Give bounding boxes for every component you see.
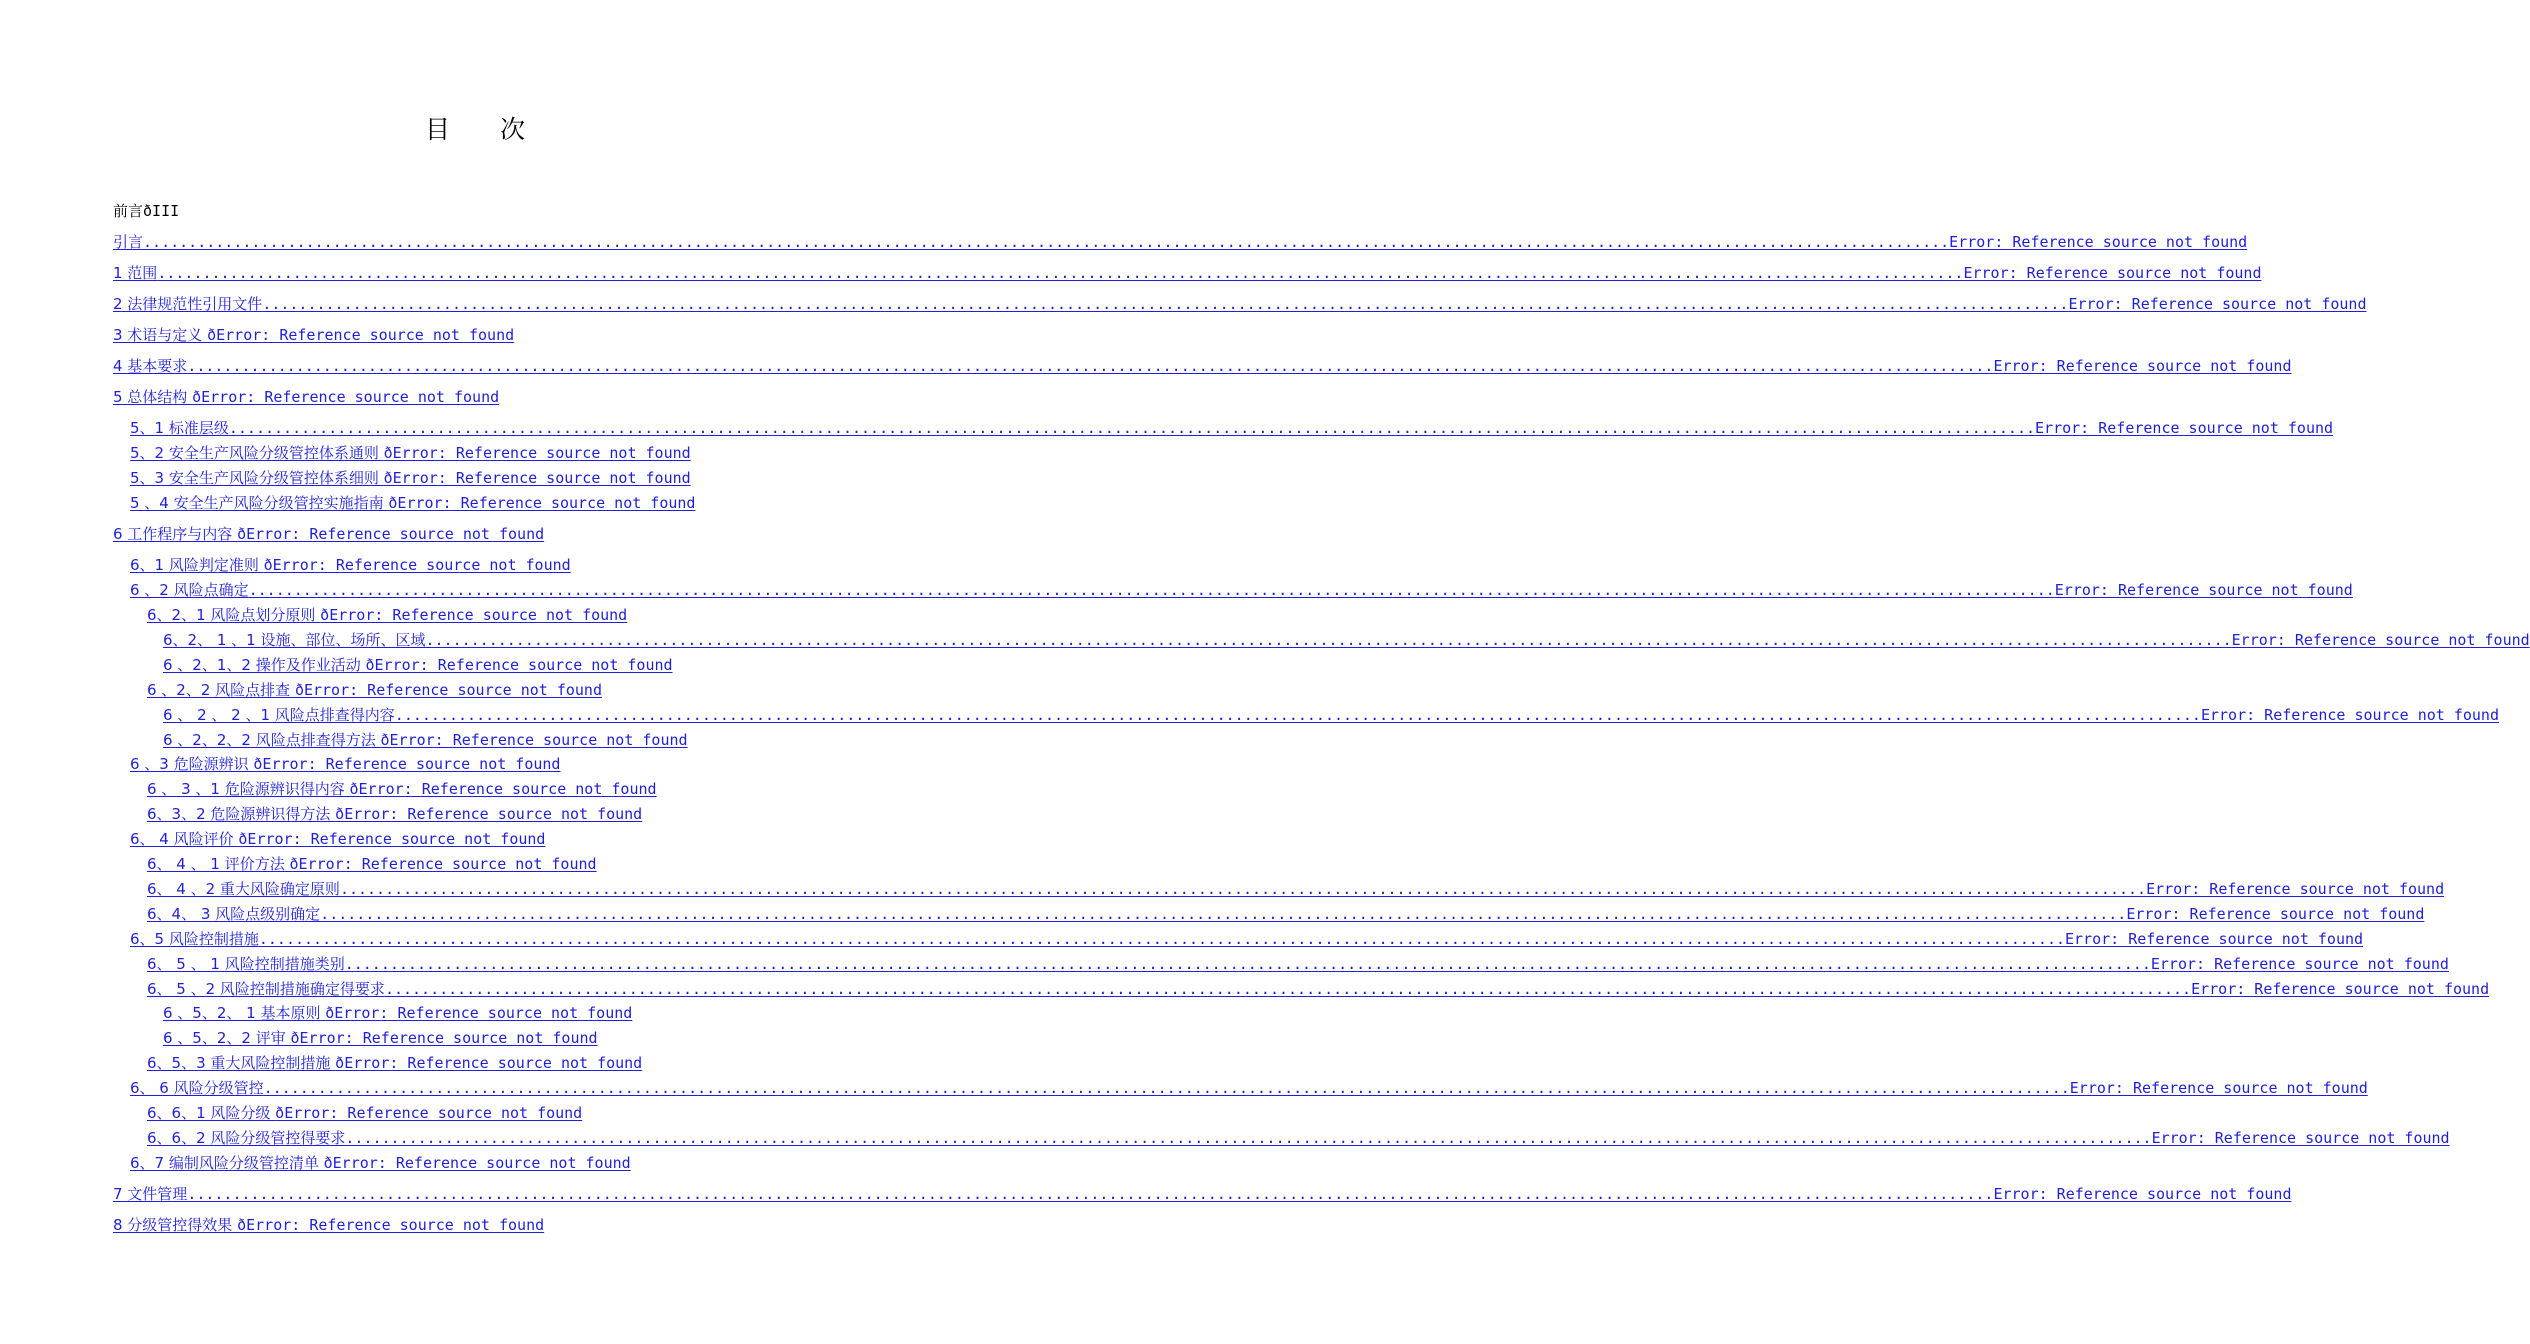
page-title: 目 次 bbox=[424, 115, 525, 144]
toc-leader-dots: ........................................................................................................................................................................................................ bbox=[320, 905, 2127, 923]
toc-entry[interactable] bbox=[130, 417, 2334, 439]
toc-entry[interactable] bbox=[147, 1102, 582, 1124]
toc-entry-page-ref: Error: Reference source not found bbox=[2054, 581, 2353, 599]
toc-entry-page-ref: Error: Reference source not found bbox=[2069, 1079, 2368, 1097]
toc-entry[interactable] bbox=[147, 978, 2490, 1000]
toc-leader-dots: ........................................................................................................................................................................................................ bbox=[384, 980, 2192, 998]
toc-entry-page-ref: ðError: Reference source not found bbox=[388, 494, 696, 512]
toc-leader-dots: ........................................................................................................................................................................................................ bbox=[394, 706, 2201, 724]
toc-entry[interactable] bbox=[147, 679, 602, 701]
toc-entry-label: 6、3、2 危险源辨识得方法 bbox=[147, 805, 336, 823]
toc-leader-dots: ........................................................................................................................................................................................................ bbox=[425, 631, 2232, 649]
toc-entry-label: 5 总体结构 bbox=[113, 388, 193, 406]
toc-entry[interactable] bbox=[113, 523, 544, 545]
toc-entry-page-ref: Error: Reference source not found bbox=[2151, 1129, 2450, 1147]
toc-entry-page-ref: ðError: Reference source not found bbox=[383, 469, 691, 487]
toc-entry-page-ref: ðError: Reference source not found bbox=[380, 731, 688, 749]
toc-leader-dots: ........................................................................................................................................................................................................ bbox=[157, 264, 1964, 282]
toc-entry[interactable] bbox=[113, 355, 2292, 377]
toc-entry[interactable] bbox=[147, 878, 2445, 900]
toc-entry[interactable] bbox=[147, 778, 657, 800]
toc-entry-page-ref: ðError: Reference source not found bbox=[289, 855, 597, 873]
toc-entry-page-ref: ðError: Reference source not found bbox=[294, 681, 602, 699]
toc-entry[interactable] bbox=[113, 262, 2262, 284]
toc-entry[interactable] bbox=[130, 828, 545, 850]
toc-entry-page-ref: ðError: Reference source not found bbox=[325, 1004, 633, 1022]
toc-leader-dots: ........................................................................................................................................................................................................ bbox=[345, 1129, 2152, 1147]
toc-entry-label: 6、6、2 风险分级管控得要求 bbox=[147, 1129, 346, 1147]
toc-entry[interactable] bbox=[113, 231, 2248, 253]
toc-entry-page-ref: Error: Reference source not found bbox=[2150, 955, 2449, 973]
toc-entry-page-ref: ðError: Reference source not found bbox=[237, 525, 545, 543]
toc-entry-page-ref: Error: Reference source not found bbox=[2191, 980, 2490, 998]
toc-entry[interactable] bbox=[147, 604, 627, 626]
toc-entry[interactable] bbox=[163, 629, 2530, 651]
toc-entry-label: 6 工作程序与内容 bbox=[113, 525, 238, 543]
toc-leader-dots: ........................................................................................................................................................................................................ bbox=[262, 295, 2069, 313]
toc-entry-page-ref: Error: Reference source not found bbox=[2146, 880, 2445, 898]
toc-entry[interactable] bbox=[147, 903, 2425, 925]
toc-leader-dots: ........................................................................................................................................................................................................ bbox=[187, 357, 1994, 375]
toc-entry-page-ref: ðError: Reference source not found bbox=[349, 780, 657, 798]
toc-entry-label: 5、2 安全生产风险分级管控体系通则 bbox=[130, 444, 384, 462]
toc-entry-label: 6、 5 、 1 风险控制措施类别 bbox=[147, 955, 345, 973]
toc-entry-label: 6、 4 、 1 评价方法 bbox=[147, 855, 290, 873]
toc-entry-page-ref: Error: Reference source not found bbox=[2065, 930, 2364, 948]
toc-entry[interactable] bbox=[113, 386, 499, 408]
toc-entry-label: 1 范围 bbox=[113, 264, 158, 282]
toc-entry-label: 6、 6 风险分级管控 bbox=[130, 1079, 264, 1097]
toc-entry[interactable] bbox=[163, 729, 688, 751]
toc-entry[interactable] bbox=[130, 554, 571, 576]
toc-entry-page-ref: ðError: Reference source not found bbox=[320, 606, 628, 624]
toc-entry[interactable] bbox=[147, 803, 642, 825]
toc-entry-label: 6 、 3 、1 危险源辨识得内容 bbox=[147, 780, 350, 798]
toc-entry-label: 7 文件管理 bbox=[113, 1185, 188, 1203]
toc-entry[interactable] bbox=[130, 928, 2364, 950]
toc-entry-label: 6、4、 3 风险点级别确定 bbox=[147, 905, 321, 923]
toc-entry-page-ref: Error: Reference source not found bbox=[2068, 295, 2367, 313]
toc-entry-label: 6 、2、2 风险点排查 bbox=[147, 681, 295, 699]
toc-entry bbox=[113, 200, 179, 222]
toc-entry[interactable] bbox=[163, 654, 673, 676]
toc-entry-page-ref: ðIII bbox=[143, 202, 180, 220]
toc-entry-label: 5 、4 安全生产风险分级管控实施指南 bbox=[130, 494, 389, 512]
toc-entry[interactable] bbox=[163, 1027, 598, 1049]
toc-entry-label: 6 、3 危险源辨识 bbox=[130, 755, 254, 773]
toc-entry-label: 6、 5 、2 风险控制措施确定得要求 bbox=[147, 980, 385, 998]
toc-entry[interactable] bbox=[130, 467, 691, 489]
toc-entry-label: 6、5 风险控制措施 bbox=[130, 930, 259, 948]
toc-entry[interactable] bbox=[113, 1214, 544, 1236]
toc-entry-page-ref: ðError: Reference source not found bbox=[290, 1029, 598, 1047]
toc-entry-label: 6 、2、2、2 风险点排查得方法 bbox=[163, 731, 381, 749]
toc-leader-dots: ........................................................................................................................................................................................................ bbox=[258, 930, 2066, 948]
toc-entry-label: 6 、5、2、 1 基本原则 bbox=[163, 1004, 326, 1022]
toc-leader-dots: ........................................................................................................................................................................................................ bbox=[263, 1079, 2070, 1097]
toc-entry-page-ref: ðError: Reference source not found bbox=[192, 388, 500, 406]
toc-entry[interactable] bbox=[147, 853, 597, 875]
toc-entry-label: 6、 4 风险评价 bbox=[130, 830, 239, 848]
toc-entry-label: 前言 bbox=[113, 202, 144, 220]
toc-entry[interactable] bbox=[163, 1002, 632, 1024]
toc-entry-label: 6、1 风险判定准则 bbox=[130, 556, 264, 574]
toc-entry-page-ref: Error: Reference source not found bbox=[2126, 905, 2425, 923]
toc-entry[interactable] bbox=[130, 492, 695, 514]
toc-entry-page-ref: ðError: Reference source not found bbox=[207, 326, 515, 344]
toc-entry-label: 8 分级管控得效果 bbox=[113, 1216, 238, 1234]
toc-entry[interactable] bbox=[147, 1127, 2450, 1149]
toc-entry-label: 6、7 编制风险分级管控清单 bbox=[130, 1154, 324, 1172]
toc-entry-label: 6 、2 风险点确定 bbox=[130, 581, 249, 599]
toc-entry-page-ref: ðError: Reference source not found bbox=[335, 1054, 643, 1072]
toc-entry-page-ref: ðError: Reference source not found bbox=[237, 1216, 545, 1234]
toc-entry[interactable] bbox=[163, 704, 2499, 726]
toc-entry[interactable] bbox=[130, 579, 2353, 601]
toc-entry-page-ref: Error: Reference source not found bbox=[1993, 357, 2292, 375]
toc-entry-page-ref: ðError: Reference source not found bbox=[365, 656, 673, 674]
toc-entry-label: 6 、 2 、 2 、1 风险点排查得内容 bbox=[163, 706, 395, 724]
toc-entry-label: 3 术语与定义 bbox=[113, 326, 208, 344]
toc-entry[interactable] bbox=[147, 1052, 642, 1074]
toc-entry[interactable] bbox=[113, 293, 2367, 315]
toc-leader-dots: ........................................................................................................................................................................................................ bbox=[228, 419, 2036, 437]
toc-entry-page-ref: ðError: Reference source not found bbox=[275, 1104, 583, 1122]
toc-entry-page-ref: ðError: Reference source not found bbox=[323, 1154, 631, 1172]
toc-leader-dots: ........................................................................................................................................................................................................ bbox=[344, 955, 2151, 973]
toc-leader-dots: ........................................................................................................................................................................................................ bbox=[187, 1185, 1994, 1203]
toc-leader-dots: ........................................................................................................................................................................................................ bbox=[248, 581, 2055, 599]
toc-entry-page-ref: ðError: Reference source not found bbox=[335, 805, 643, 823]
toc-entry-label: 4 基本要求 bbox=[113, 357, 188, 375]
toc-entry-page-ref: ðError: Reference source not found bbox=[253, 755, 561, 773]
toc-entry-label: 6、2、1 风险点划分原则 bbox=[147, 606, 321, 624]
toc-entry-label: 5、3 安全生产风险分级管控体系细则 bbox=[130, 469, 384, 487]
toc-entry-label: 6、6、1 风险分级 bbox=[147, 1104, 276, 1122]
toc-entry-label: 引言 bbox=[113, 233, 144, 251]
toc-entry-label: 6 、2、1、2 操作及作业活动 bbox=[163, 656, 366, 674]
toc-entry-page-ref: Error: Reference source not found bbox=[2200, 706, 2499, 724]
toc-entry[interactable] bbox=[130, 753, 560, 775]
toc-entry-page-ref: ðError: Reference source not found bbox=[263, 556, 571, 574]
toc-entry[interactable] bbox=[113, 1183, 2292, 1205]
toc-entry-label: 5、1 标准层级 bbox=[130, 419, 229, 437]
toc-entry-label: 6、 4 、2 重大风险确定原则 bbox=[147, 880, 340, 898]
toc-entry-label: 6、5、3 重大风险控制措施 bbox=[147, 1054, 336, 1072]
toc-entry-page-ref: Error: Reference source not found bbox=[2035, 419, 2334, 437]
toc-entry[interactable] bbox=[130, 442, 691, 464]
toc-entry-page-ref: ðError: Reference source not found bbox=[238, 830, 546, 848]
toc-entry-label: 6、2、 1 、1 设施、部位、场所、区域 bbox=[163, 631, 426, 649]
toc-entry[interactable] bbox=[130, 1152, 631, 1174]
toc-entry[interactable] bbox=[147, 953, 2449, 975]
toc-leader-dots: ........................................................................................................................................................................................................ bbox=[339, 880, 2147, 898]
toc-entry-label: 6 、5、2、2 评审 bbox=[163, 1029, 291, 1047]
toc-leader-dots: ........................................................................................................................................................................................................ bbox=[143, 233, 1950, 251]
toc-entry-page-ref: Error: Reference source not found bbox=[1949, 233, 2248, 251]
toc-entry-page-ref: Error: Reference source not found bbox=[2231, 631, 2530, 649]
toc-entry[interactable] bbox=[130, 1077, 2368, 1099]
toc-entry-page-ref: ðError: Reference source not found bbox=[383, 444, 691, 462]
toc-entry-label: 2 法律规范性引用文件 bbox=[113, 295, 263, 313]
toc-entry-page-ref: Error: Reference source not found bbox=[1993, 1185, 2292, 1203]
toc-entry[interactable] bbox=[113, 324, 514, 346]
toc-entry-page-ref: Error: Reference source not found bbox=[1963, 264, 2262, 282]
